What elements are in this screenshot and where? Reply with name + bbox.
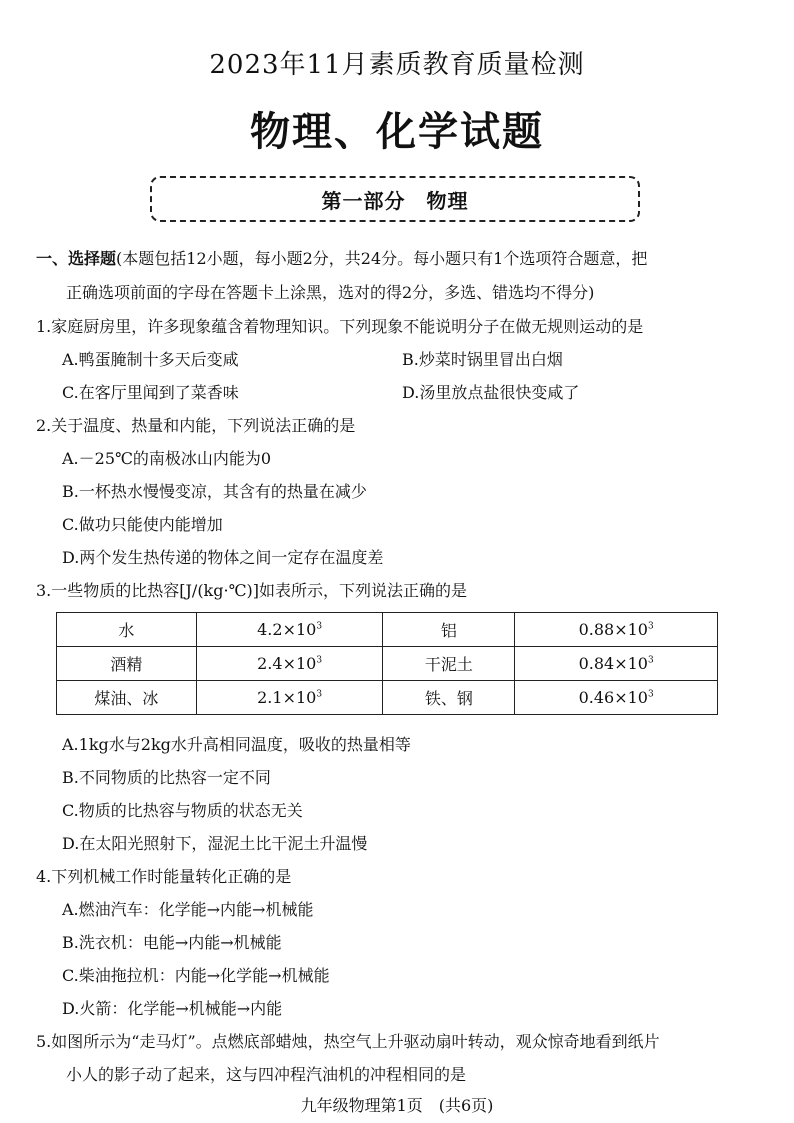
table-cell: 铝	[383, 613, 515, 647]
q3-option-d: D.在太阳光照射下，湿泥土比干泥土升温慢	[62, 834, 368, 853]
q1-option-d: D.汤里放点盐很快变咸了	[402, 383, 580, 402]
q2-option-b: B.一杯热水慢慢变凉，其含有的热量在减少	[62, 482, 367, 501]
table-cell: $2.1\times 10^3$	[196, 681, 383, 715]
q3-option-c: C.物质的比热容与物质的状态无关	[62, 801, 303, 820]
table-cell: $0.84\times 10^3$	[515, 647, 718, 681]
q2-option-d: D.两个发生热传递的物体之间一定存在温度差	[62, 548, 384, 567]
table-cell: 煤油、冰	[57, 681, 197, 715]
table-row	[57, 681, 718, 715]
q4-option-a: A.燃油汽车：化学能→内能→机械能	[62, 900, 314, 919]
q4-option-d: D.火箭：化学能→机械能→内能	[62, 999, 283, 1018]
q3-option-a: A.1kg水与2kg水升高相同温度，吸收的热量相等	[62, 735, 411, 754]
q1-option-b: B.炒菜时锅里冒出白烟	[402, 350, 563, 369]
q4-option-c: C.柴油拖拉机：内能→化学能→机械能	[62, 966, 330, 985]
table-cell: $0.46\times 10^3$	[515, 681, 718, 715]
specific-heat-table	[56, 612, 718, 715]
table-cell: 水	[57, 613, 197, 647]
table-cell: 铁、钢	[383, 681, 515, 715]
q2-option-c: C.做功只能使内能增加	[62, 515, 223, 534]
q3-stem: 3.一些物质的比热容[J/(kg·℃)]如表所示，下列说法正确的是	[36, 581, 467, 600]
q1-stem: 1.家庭厨房里，许多现象蕴含着物理知识。下列现象不能说明分子在做无规则运动的是	[36, 317, 644, 336]
section-heading: 一、选择题	[36, 249, 117, 268]
exam-title: 2023年11月素质教育质量检测	[209, 50, 585, 80]
table-row	[57, 613, 718, 647]
q2-option-a: A.－25℃的南极冰山内能为0	[62, 449, 272, 468]
part-label: 第一部分 物理	[321, 188, 469, 213]
q1-option-a: A.鸭蛋腌制十多天后变咸	[62, 350, 239, 369]
q1-option-c: C.在客厅里闻到了菜香味	[62, 383, 239, 402]
q3-option-b: B.不同物质的比热容一定不同	[62, 768, 271, 787]
section-instruction-line2: 正确选项前面的字母在答题卡上涂黑，选对的得2分，多选、错选均不得分)	[66, 283, 595, 302]
part-label-box	[150, 176, 640, 222]
table-cell: $0.88\times 10^3$	[515, 613, 718, 647]
q4-stem: 4.下列机械工作时能量转化正确的是	[36, 867, 292, 886]
q4-option-b: B.洗衣机：电能→内能→机械能	[62, 933, 282, 952]
table-cell: 干泥土	[383, 647, 515, 681]
section-instruction-line1: 一、选择题(本题包括12小题，每小题2分，共24分。每小题只有1个选项符合题意，把	[36, 249, 648, 268]
q5-stem-line1: 5.如图所示为“走马灯”。点燃底部蜡烛，热空气上升驱动扇叶转动，观众惊奇地看到纸片	[36, 1032, 660, 1051]
table-row	[57, 647, 718, 681]
table-cell: $4.2\times 10^3$	[196, 613, 383, 647]
table-cell: 酒精	[57, 647, 197, 681]
table-cell: $2.4\times 10^3$	[196, 647, 383, 681]
q2-stem: 2.关于温度、热量和内能，下列说法正确的是	[36, 416, 356, 435]
q5-stem-line2: 小人的影子动了起来，这与四冲程汽油机的冲程相同的是	[66, 1065, 467, 1084]
page-footer: 九年级物理第1页 (共6页)	[300, 1096, 494, 1115]
subject-title: 物理、化学试题	[250, 108, 544, 155]
